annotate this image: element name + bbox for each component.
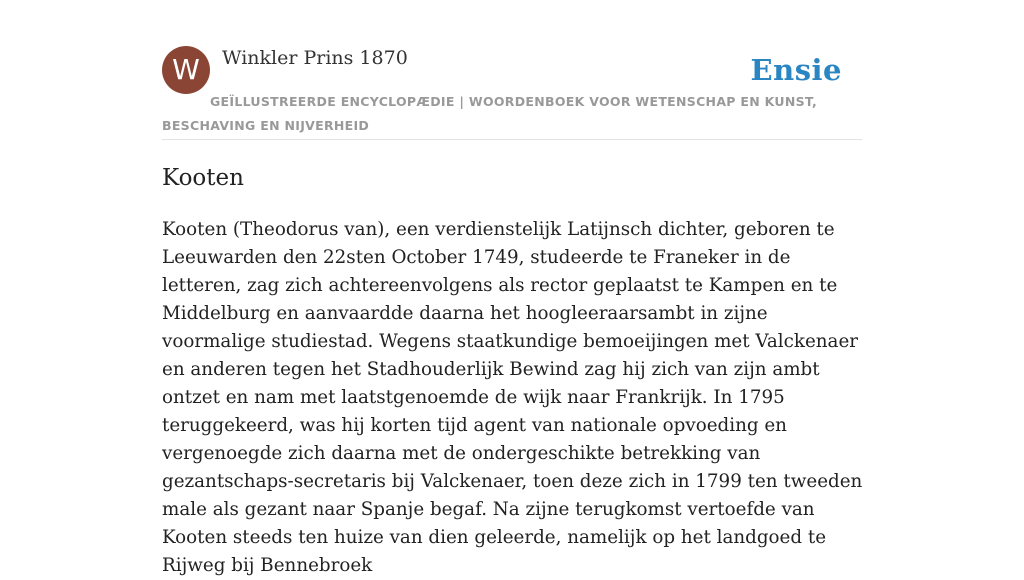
entry-title: Kooten <box>162 165 244 191</box>
source-avatar[interactable]: W <box>162 46 210 94</box>
source-title-link[interactable]: Winkler Prins 1870 <box>222 47 408 69</box>
source-subtitle: GEÏLLUSTREERDE ENCYCLOPÆDIE | WOORDENBOEK VOOR WETENSCHAP EN KUNST, BESCHAVING EN NIJVERHEID <box>162 94 818 133</box>
entry-body: Kooten (Theodorus van), een verdienstelijk Latijnsch dichter, geboren te Leeuwarden den 22sten October 1749, studeerde te Franeker in de letteren, zag zich achtereenvolgens als rector geplaatst te Kampen en te Middelburg en aanvaardde daarna het hoogleeraarsambt in zijne voormalige studiestad. Wegens staatkundige bemoeijingen met Valckenaer en anderen tegen het Stadhouderlijk Bewind zag hij zich van zijn ambt ontzet en nam met laatstgenoemde de wijk naar Frankrijk. In 1795 teruggekeerd, was hij korten tijd agent van nationale opvoeding en vergenoegde zich daarna met de ondergeschikte betrekking van gezantschaps-secretaris bij Valckenaer, toen deze zich in 1799 ten tweeden male als gezant naar Spanje begaf. Na zijne terugkomst vertoefde van Kooten steeds ten huize van dien geleerde, namelijk op het landgoed te Rijweg bij Bennebroek <box>162 219 863 576</box>
ensie-logo[interactable]: Ensie <box>750 53 842 87</box>
header-divider <box>162 139 862 140</box>
